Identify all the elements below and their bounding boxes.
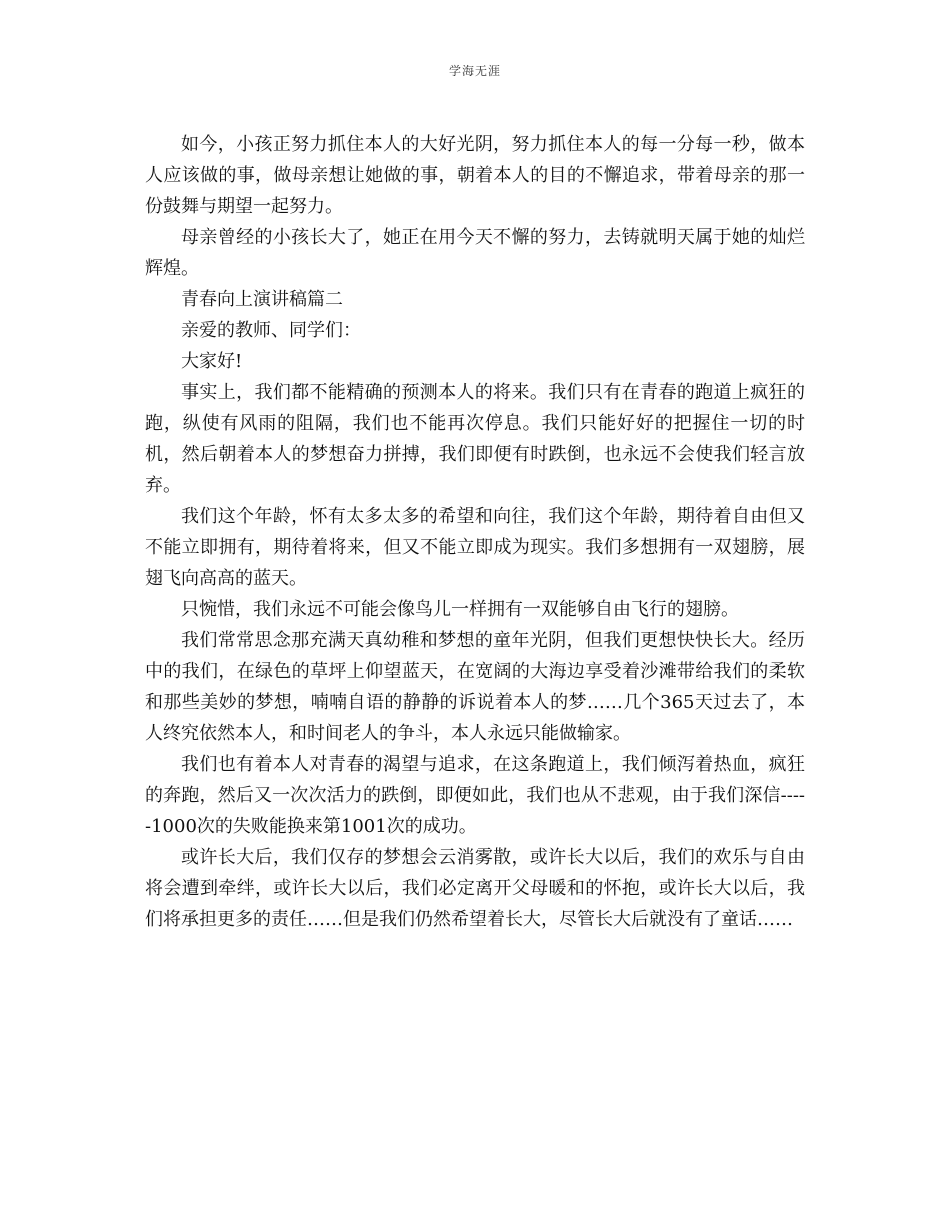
paragraph: 我们常常思念那充满天真幼稚和梦想的童年光阴，但我们更想快快长大。经历中的我们，在绿色的草坪上仰望蓝天，在宽阔的大海边享受着沙滩带给我们的柔软和那些美妙的梦想，喃喃自语的静静的诉说着本人的梦……几个365天过去了，本人终究依然本人，和时间老人的争斗，本人永远只能做输家。 (145, 630, 805, 744)
paragraph: 母亲曾经的小孩长大了，她正在用今天不懈的努力，去铸就明天属于她的灿烂辉煌。 (145, 227, 805, 279)
greeting: 大家好! (181, 351, 243, 372)
paragraph: 如今，小孩正努力抓住本人的大好光阴，努力抓住本人的每一分每一秒，做本人应该做的事，做母亲想让她做的事，朝着本人的目的不懈追求，带着母亲的那一份鼓舞与期望一起努力。 (145, 134, 805, 217)
paragraph: 只惋惜，我们永远不可能会像鸟儿一样拥有一双能够自由飞行的翅膀。 (181, 599, 739, 620)
paragraph: 事实上，我们都不能精确的预测本人的将来。我们只有在青春的跑道上疯狂的跑，纵使有风雨的阻隔，我们也不能再次停息。我们只能好好的把握住一切的时机，然后朝着本人的梦想奋力拼搏，我们即便有时跌倒，也永远不会使我们轻言放弃。 (145, 382, 805, 496)
page-header: 学海无涯 (448, 64, 501, 78)
paragraph: 我们也有着本人对青春的渴望与追求，在这条跑道上，我们倾泻着热血，疯狂的奔跑，然后又一次次活力的跌倒，即便如此，我们也从不悲观，由于我们深信-----1000次的失败能换来第1001次的成功。 (145, 754, 805, 837)
document-body (145, 129, 805, 935)
paragraph: 或许长大后，我们仅存的梦想会云消雾散，或许长大以后，我们的欢乐与自由将会遭到牵绊，或许长大以后，我们必定离开父母暖和的怀抱，或许长大以后，我们将承担更多的责任……但是我们仍然希望着长大，尽管长大后就没有了童话…… (145, 847, 805, 930)
section-heading: 青春向上演讲稿篇二 (181, 289, 343, 310)
salutation: 亲爱的教师、同学们： (181, 320, 361, 341)
paragraph: 我们这个年龄，怀有太多太多的希望和向往，我们这个年龄，期待着自由但又不能立即拥有，期待着将来，但又不能立即成为现实。我们多想拥有一双翅膀，展翅飞向高高的蓝天。 (145, 506, 805, 589)
